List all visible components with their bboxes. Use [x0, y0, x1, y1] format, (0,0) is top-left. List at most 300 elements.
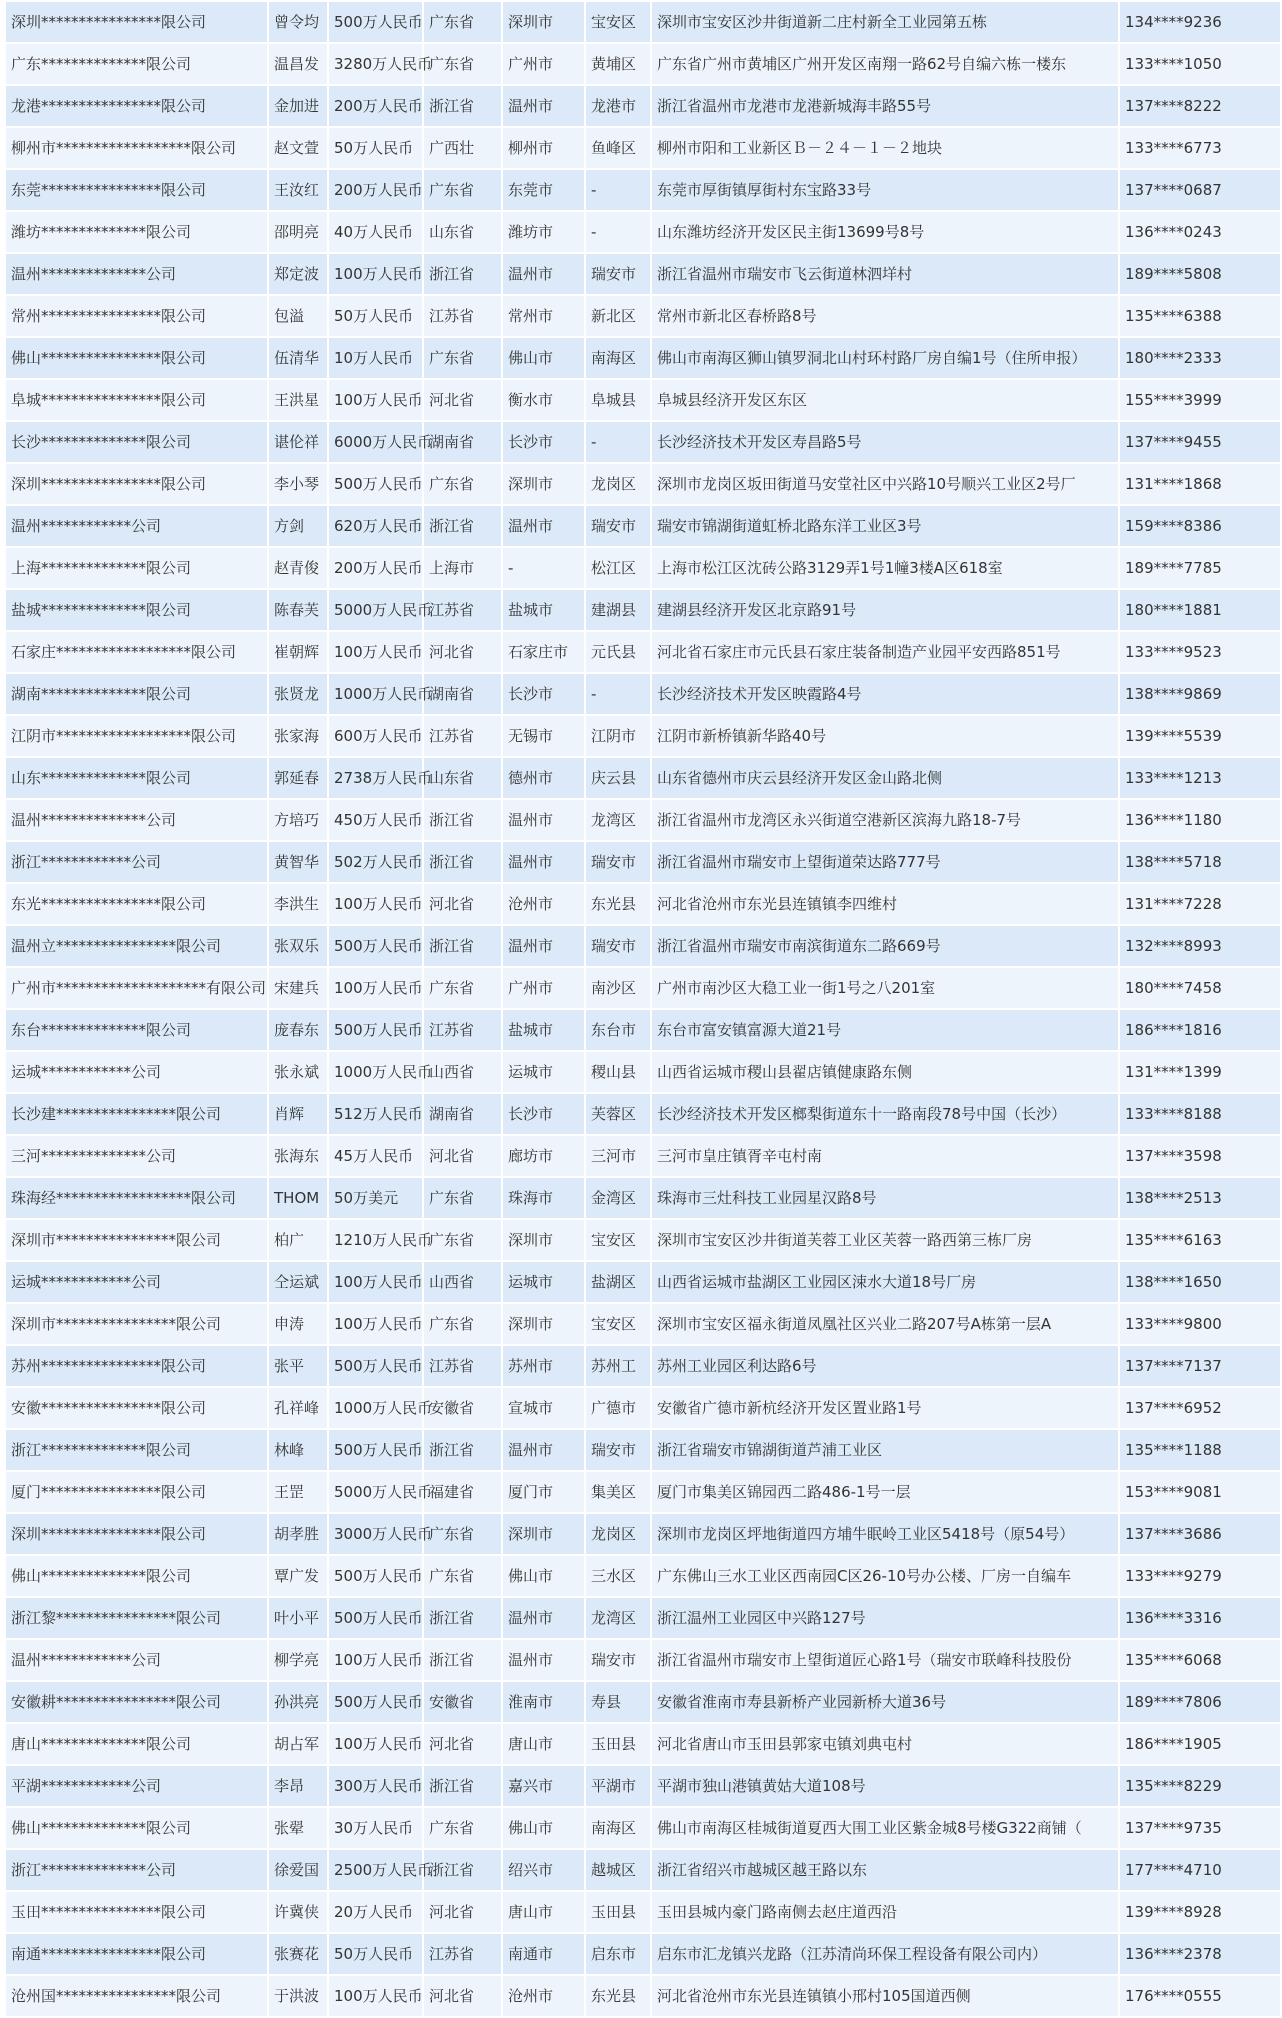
company-name-cell: 广东**************限公司 [5, 43, 268, 85]
phone-cell: 136****1180 [1119, 799, 1281, 841]
table-row [5, 1555, 1281, 1597]
table-row [5, 1387, 1281, 1429]
company-name-cell: 浙江黎****************限公司 [5, 1597, 268, 1639]
company-name-cell: 浙江**************公司 [5, 1849, 268, 1891]
city-cell: 佛山市 [502, 337, 585, 379]
phone-cell: 131****1399 [1119, 1051, 1281, 1093]
province-cell: 广东省 [423, 1, 502, 43]
company-name-cell: 长沙建****************限公司 [5, 1093, 268, 1135]
legal-representative-cell: 王罡 [268, 1471, 328, 1513]
province-cell: 广东省 [423, 967, 502, 1009]
district-cell: 瑞安市 [585, 1429, 651, 1471]
legal-representative-cell: 孔祥峰 [268, 1387, 328, 1429]
address-cell: 浙江省温州市瑞安市上望街道匠心路1号（瑞安市联峰科技股份 [651, 1639, 1119, 1681]
phone-cell: 189****5808 [1119, 253, 1281, 295]
company-name-cell: 玉田****************限公司 [5, 1891, 268, 1933]
phone-cell: 135****6163 [1119, 1219, 1281, 1261]
registered-capital-cell: 100万人民币 [328, 1303, 423, 1345]
district-cell: 三水区 [585, 1555, 651, 1597]
company-name-cell: 石家庄******************限公司 [5, 631, 268, 673]
table-row [5, 841, 1281, 883]
province-cell: 江苏省 [423, 589, 502, 631]
city-cell: 温州市 [502, 925, 585, 967]
company-name-cell: 柳州市******************限公司 [5, 127, 268, 169]
address-cell: 上海市松江区沈砖公路3129弄1号1幢3楼A区618室 [651, 547, 1119, 589]
city-cell: 长沙市 [502, 1093, 585, 1135]
table-row [5, 463, 1281, 505]
legal-representative-cell: 方培巧 [268, 799, 328, 841]
legal-representative-cell: 赵文萱 [268, 127, 328, 169]
legal-representative-cell: 张双乐 [268, 925, 328, 967]
address-cell: 常州市新北区春桥路8号 [651, 295, 1119, 337]
table-row [5, 715, 1281, 757]
table-row [5, 1765, 1281, 1807]
phone-cell: 137****0687 [1119, 169, 1281, 211]
district-cell: 阜城县 [585, 379, 651, 421]
province-cell: 江苏省 [423, 1345, 502, 1387]
phone-cell: 137****3598 [1119, 1135, 1281, 1177]
registered-capital-cell: 100万人民币 [328, 1639, 423, 1681]
registered-capital-cell: 30万人民币 [328, 1807, 423, 1849]
district-cell: 瑞安市 [585, 253, 651, 295]
province-cell: 广东省 [423, 169, 502, 211]
city-cell: 深圳市 [502, 1219, 585, 1261]
phone-cell: 131****1868 [1119, 463, 1281, 505]
province-cell: 安徽省 [423, 1681, 502, 1723]
table-row [5, 1345, 1281, 1387]
address-cell: 平湖市独山港镇黄姑大道108号 [651, 1765, 1119, 1807]
city-cell: 温州市 [502, 1597, 585, 1639]
address-cell: 浙江省温州市瑞安市上望街道荣达路777号 [651, 841, 1119, 883]
registered-capital-cell: 20万人民币 [328, 1891, 423, 1933]
phone-cell: 138****9869 [1119, 673, 1281, 715]
company-name-cell: 深圳****************限公司 [5, 463, 268, 505]
registered-capital-cell: 500万人民币 [328, 463, 423, 505]
table-row [5, 1429, 1281, 1471]
phone-cell: 180****7458 [1119, 967, 1281, 1009]
phone-cell: 135****6068 [1119, 1639, 1281, 1681]
address-cell: 深圳市龙岗区坪地街道四方埔牛眠岭工业区5418号（原54号） [651, 1513, 1119, 1555]
company-name-cell: 长沙**************限公司 [5, 421, 268, 463]
legal-representative-cell: 王汝红 [268, 169, 328, 211]
address-cell: 安徽省广德市新杭经济开发区置业路1号 [651, 1387, 1119, 1429]
registered-capital-cell: 3000万人民币 [328, 1513, 423, 1555]
address-cell: 佛山市南海区桂城街道夏西大围工业区紫金城8号楼G322商铺（ [651, 1807, 1119, 1849]
phone-cell: 136****2378 [1119, 1933, 1281, 1975]
legal-representative-cell: 包溢 [268, 295, 328, 337]
legal-representative-cell: 张海东 [268, 1135, 328, 1177]
city-cell: 广州市 [502, 43, 585, 85]
city-cell: 柳州市 [502, 127, 585, 169]
table-row [5, 1723, 1281, 1765]
province-cell: 浙江省 [423, 253, 502, 295]
company-name-cell: 运城************公司 [5, 1261, 268, 1303]
address-cell: 广州市南沙区大稳工业一街1号之八201室 [651, 967, 1119, 1009]
province-cell: 广东省 [423, 1807, 502, 1849]
table-row [5, 967, 1281, 1009]
district-cell: 宝安区 [585, 1219, 651, 1261]
address-cell: 苏州工业园区利达路6号 [651, 1345, 1119, 1387]
address-cell: 阜城县经济开发区东区 [651, 379, 1119, 421]
city-cell: 宣城市 [502, 1387, 585, 1429]
district-cell: 宝安区 [585, 1, 651, 43]
legal-representative-cell: 伍清华 [268, 337, 328, 379]
company-name-cell: 佛山**************限公司 [5, 1555, 268, 1597]
table-row [5, 1975, 1281, 2017]
district-cell: 江阴市 [585, 715, 651, 757]
province-cell: 浙江省 [423, 799, 502, 841]
address-cell: 三河市皇庄镇胥辛屯村南 [651, 1135, 1119, 1177]
district-cell: 苏州工 [585, 1345, 651, 1387]
legal-representative-cell: 邵明亮 [268, 211, 328, 253]
company-name-cell: 阜城****************限公司 [5, 379, 268, 421]
company-name-cell: 温州************公司 [5, 1639, 268, 1681]
phone-cell: 177****4710 [1119, 1849, 1281, 1891]
province-cell: 广东省 [423, 1303, 502, 1345]
district-cell: 集美区 [585, 1471, 651, 1513]
phone-cell: 137****9735 [1119, 1807, 1281, 1849]
company-name-cell: 温州**************公司 [5, 253, 268, 295]
province-cell: 河北省 [423, 379, 502, 421]
address-cell: 深圳市宝安区福永街道凤凰社区兴业二路207号A栋第一层A [651, 1303, 1119, 1345]
city-cell: 温州市 [502, 253, 585, 295]
registered-capital-cell: 2738万人民币 [328, 757, 423, 799]
registered-capital-cell: 500万人民币 [328, 1, 423, 43]
address-cell: 浙江省温州市瑞安市南滨街道东二路669号 [651, 925, 1119, 967]
registered-capital-cell: 100万人民币 [328, 253, 423, 295]
registered-capital-cell: 40万人民币 [328, 211, 423, 253]
registered-capital-cell: 500万人民币 [328, 925, 423, 967]
company-table [4, 0, 1282, 2018]
registered-capital-cell: 600万人民币 [328, 715, 423, 757]
legal-representative-cell: 李小琴 [268, 463, 328, 505]
registered-capital-cell: 200万人民币 [328, 85, 423, 127]
company-name-cell: 温州立****************限公司 [5, 925, 268, 967]
district-cell: 瑞安市 [585, 841, 651, 883]
phone-cell: 133****9523 [1119, 631, 1281, 673]
address-cell: 山东潍坊经济开发区民主街13699号8号 [651, 211, 1119, 253]
company-name-cell: 苏州****************限公司 [5, 1345, 268, 1387]
province-cell: 江苏省 [423, 1009, 502, 1051]
district-cell: 稷山县 [585, 1051, 651, 1093]
legal-representative-cell: 方剑 [268, 505, 328, 547]
province-cell: 河北省 [423, 1975, 502, 2017]
district-cell: 龙湾区 [585, 1597, 651, 1639]
company-name-cell: 温州**************公司 [5, 799, 268, 841]
city-cell: 佛山市 [502, 1807, 585, 1849]
company-name-cell: 东莞****************限公司 [5, 169, 268, 211]
district-cell: - [585, 421, 651, 463]
company-name-cell: 深圳****************限公司 [5, 1513, 268, 1555]
legal-representative-cell: THOM [268, 1177, 328, 1219]
address-cell: 珠海市三灶科技工业园星汉路8号 [651, 1177, 1119, 1219]
province-cell: 江苏省 [423, 1933, 502, 1975]
district-cell: 鱼峰区 [585, 127, 651, 169]
province-cell: 浙江省 [423, 1639, 502, 1681]
registered-capital-cell: 50万人民币 [328, 295, 423, 337]
city-cell: 温州市 [502, 1639, 585, 1681]
legal-representative-cell: 郑定波 [268, 253, 328, 295]
table-row [5, 1261, 1281, 1303]
city-cell: 运城市 [502, 1051, 585, 1093]
registered-capital-cell: 500万人民币 [328, 1009, 423, 1051]
city-cell: 珠海市 [502, 1177, 585, 1219]
registered-capital-cell: 5000万人民币 [328, 589, 423, 631]
registered-capital-cell: 1210万人民币 [328, 1219, 423, 1261]
company-name-cell: 盐城**************限公司 [5, 589, 268, 631]
table-row [5, 337, 1281, 379]
district-cell: 瑞安市 [585, 925, 651, 967]
province-cell: 浙江省 [423, 505, 502, 547]
address-cell: 河北省沧州市东光县连镇镇李四维村 [651, 883, 1119, 925]
province-cell: 广东省 [423, 337, 502, 379]
legal-representative-cell: 徐爱国 [268, 1849, 328, 1891]
district-cell: - [585, 211, 651, 253]
phone-cell: 186****1816 [1119, 1009, 1281, 1051]
table-row [5, 421, 1281, 463]
district-cell: 越城区 [585, 1849, 651, 1891]
registered-capital-cell: 50万美元 [328, 1177, 423, 1219]
province-cell: 安徽省 [423, 1387, 502, 1429]
city-cell: 广州市 [502, 967, 585, 1009]
address-cell: 广东佛山三水工业区西南园C区26-10号办公楼、厂房一自编车 [651, 1555, 1119, 1597]
province-cell: 山西省 [423, 1051, 502, 1093]
phone-cell: 133****8188 [1119, 1093, 1281, 1135]
phone-cell: 131****7228 [1119, 883, 1281, 925]
phone-cell: 186****1905 [1119, 1723, 1281, 1765]
phone-cell: 189****7785 [1119, 547, 1281, 589]
table-row [5, 1513, 1281, 1555]
legal-representative-cell: 肖辉 [268, 1093, 328, 1135]
table-row [5, 1303, 1281, 1345]
address-cell: 柳州市阳和工业新区Ｂ－２４－１－２地块 [651, 127, 1119, 169]
phone-cell: 180****2333 [1119, 337, 1281, 379]
district-cell: 瑞安市 [585, 1639, 651, 1681]
table-row [5, 673, 1281, 715]
city-cell: 长沙市 [502, 421, 585, 463]
phone-cell: 133****9279 [1119, 1555, 1281, 1597]
province-cell: 江苏省 [423, 295, 502, 337]
province-cell: 江苏省 [423, 715, 502, 757]
city-cell: 嘉兴市 [502, 1765, 585, 1807]
table-body [5, 1, 1281, 2017]
company-name-cell: 山东**************限公司 [5, 757, 268, 799]
phone-cell: 137****6952 [1119, 1387, 1281, 1429]
company-name-cell: 潍坊**************限公司 [5, 211, 268, 253]
district-cell: 南海区 [585, 337, 651, 379]
address-cell: 浙江温州工业园区中兴路127号 [651, 1597, 1119, 1639]
province-cell: 浙江省 [423, 1597, 502, 1639]
table-row [5, 1093, 1281, 1135]
company-name-cell: 珠海经******************限公司 [5, 1177, 268, 1219]
address-cell: 浙江省温州市龙湾区永兴街道空港新区滨海九路18-7号 [651, 799, 1119, 841]
city-cell: 衡水市 [502, 379, 585, 421]
legal-representative-cell: 张赛花 [268, 1933, 328, 1975]
address-cell: 东莞市厚街镇厚街村东宝路33号 [651, 169, 1119, 211]
table-row [5, 85, 1281, 127]
company-name-cell: 湖南**************限公司 [5, 673, 268, 715]
province-cell: 河北省 [423, 1135, 502, 1177]
registered-capital-cell: 5000万人民币 [328, 1471, 423, 1513]
company-name-cell: 厦门****************限公司 [5, 1471, 268, 1513]
province-cell: 河北省 [423, 631, 502, 673]
phone-cell: 135****1188 [1119, 1429, 1281, 1471]
company-name-cell: 佛山**************限公司 [5, 1807, 268, 1849]
address-cell: 长沙经济技术开发区寿昌路5号 [651, 421, 1119, 463]
address-cell: 深圳市宝安区沙井街道新二庄村新全工业园第五栋 [651, 1, 1119, 43]
legal-representative-cell: 柳学亮 [268, 1639, 328, 1681]
table-row [5, 757, 1281, 799]
company-name-cell: 深圳市****************限公司 [5, 1219, 268, 1261]
registered-capital-cell: 620万人民币 [328, 505, 423, 547]
district-cell: 东台市 [585, 1009, 651, 1051]
registered-capital-cell: 100万人民币 [328, 1975, 423, 2017]
province-cell: 河北省 [423, 1891, 502, 1933]
legal-representative-cell: 申涛 [268, 1303, 328, 1345]
phone-cell: 138****1650 [1119, 1261, 1281, 1303]
registered-capital-cell: 200万人民币 [328, 547, 423, 589]
province-cell: 广东省 [423, 1177, 502, 1219]
district-cell: 启东市 [585, 1933, 651, 1975]
company-name-cell: 沧州国****************限公司 [5, 1975, 268, 2017]
registered-capital-cell: 500万人民币 [328, 1555, 423, 1597]
address-cell: 安徽省淮南市寿县新桥产业园新桥大道36号 [651, 1681, 1119, 1723]
legal-representative-cell: 于洪波 [268, 1975, 328, 2017]
legal-representative-cell: 李昂 [268, 1765, 328, 1807]
phone-cell: 180****1881 [1119, 589, 1281, 631]
address-cell: 长沙经济技术开发区映霞路4号 [651, 673, 1119, 715]
table-row [5, 1219, 1281, 1261]
company-name-cell: 温州************公司 [5, 505, 268, 547]
city-cell: 温州市 [502, 841, 585, 883]
address-cell: 厦门市集美区锦园西二路486-1号一层 [651, 1471, 1119, 1513]
registered-capital-cell: 2500万人民币 [328, 1849, 423, 1891]
table-row [5, 379, 1281, 421]
company-name-cell: 安徽耕****************限公司 [5, 1681, 268, 1723]
province-cell: 广东省 [423, 463, 502, 505]
legal-representative-cell: 张平 [268, 1345, 328, 1387]
registered-capital-cell: 300万人民币 [328, 1765, 423, 1807]
table-row [5, 1849, 1281, 1891]
city-cell: 石家庄市 [502, 631, 585, 673]
registered-capital-cell: 45万人民币 [328, 1135, 423, 1177]
company-name-cell: 佛山****************限公司 [5, 337, 268, 379]
phone-cell: 159****8386 [1119, 505, 1281, 547]
city-cell: 唐山市 [502, 1723, 585, 1765]
province-cell: 广西壮 [423, 127, 502, 169]
phone-cell: 176****0555 [1119, 1975, 1281, 2017]
legal-representative-cell: 谌伦祥 [268, 421, 328, 463]
registered-capital-cell: 1000万人民币 [328, 1387, 423, 1429]
city-cell: 温州市 [502, 1429, 585, 1471]
city-cell: 东莞市 [502, 169, 585, 211]
table-row [5, 1135, 1281, 1177]
table-row [5, 589, 1281, 631]
registered-capital-cell: 50万人民币 [328, 1933, 423, 1975]
phone-cell: 138****2513 [1119, 1177, 1281, 1219]
registered-capital-cell: 500万人民币 [328, 1345, 423, 1387]
legal-representative-cell: 王洪星 [268, 379, 328, 421]
city-cell: 德州市 [502, 757, 585, 799]
province-cell: 浙江省 [423, 1429, 502, 1471]
registered-capital-cell: 1000万人民币 [328, 673, 423, 715]
province-cell: 福建省 [423, 1471, 502, 1513]
district-cell: 寿县 [585, 1681, 651, 1723]
phone-cell: 139****5539 [1119, 715, 1281, 757]
city-cell: 沧州市 [502, 883, 585, 925]
city-cell: - [502, 547, 585, 589]
phone-cell: 137****7137 [1119, 1345, 1281, 1387]
phone-cell: 137****8222 [1119, 85, 1281, 127]
province-cell: 上海市 [423, 547, 502, 589]
table-row [5, 1177, 1281, 1219]
company-name-cell: 深圳市****************限公司 [5, 1303, 268, 1345]
province-cell: 山西省 [423, 1261, 502, 1303]
district-cell: 广德市 [585, 1387, 651, 1429]
address-cell: 深圳市宝安区沙井街道芙蓉工业区芙蓉一路西第三栋厂房 [651, 1219, 1119, 1261]
registered-capital-cell: 100万人民币 [328, 883, 423, 925]
registered-capital-cell: 100万人民币 [328, 1261, 423, 1303]
company-name-cell: 安徽****************限公司 [5, 1387, 268, 1429]
registered-capital-cell: 3280万人民币 [328, 43, 423, 85]
table-row [5, 1681, 1281, 1723]
district-cell: 松江区 [585, 547, 651, 589]
legal-representative-cell: 柏广 [268, 1219, 328, 1261]
province-cell: 浙江省 [423, 1849, 502, 1891]
table-row [5, 169, 1281, 211]
registered-capital-cell: 6000万人民币 [328, 421, 423, 463]
province-cell: 浙江省 [423, 1765, 502, 1807]
legal-representative-cell: 曾令均 [268, 1, 328, 43]
province-cell: 河北省 [423, 1723, 502, 1765]
registered-capital-cell: 500万人民币 [328, 1597, 423, 1639]
phone-cell: 138****5718 [1119, 841, 1281, 883]
legal-representative-cell: 赵青俊 [268, 547, 328, 589]
city-cell: 温州市 [502, 505, 585, 547]
city-cell: 南通市 [502, 1933, 585, 1975]
legal-representative-cell: 宋建兵 [268, 967, 328, 1009]
district-cell: 龙岗区 [585, 1513, 651, 1555]
phone-cell: 139****8928 [1119, 1891, 1281, 1933]
district-cell: 龙岗区 [585, 463, 651, 505]
phone-cell: 133****1213 [1119, 757, 1281, 799]
district-cell: 盐湖区 [585, 1261, 651, 1303]
company-name-cell: 广州市********************有限公司 [5, 967, 268, 1009]
address-cell: 浙江省绍兴市越城区越王路以东 [651, 1849, 1119, 1891]
registered-capital-cell: 500万人民币 [328, 1429, 423, 1471]
legal-representative-cell: 仝运斌 [268, 1261, 328, 1303]
legal-representative-cell: 金加进 [268, 85, 328, 127]
table-row [5, 883, 1281, 925]
province-cell: 山东省 [423, 757, 502, 799]
address-cell: 河北省沧州市东光县连镇镇小邢村105国道西侧 [651, 1975, 1119, 2017]
registered-capital-cell: 50万人民币 [328, 127, 423, 169]
city-cell: 深圳市 [502, 463, 585, 505]
company-name-cell: 运城************公司 [5, 1051, 268, 1093]
district-cell: 龙港市 [585, 85, 651, 127]
address-cell: 山西省运城市稷山县翟店镇健康路东侧 [651, 1051, 1119, 1093]
registered-capital-cell: 100万人民币 [328, 631, 423, 673]
table-row [5, 295, 1281, 337]
district-cell: 瑞安市 [585, 505, 651, 547]
address-cell: 浙江省温州市龙港市龙港新城海丰路55号 [651, 85, 1119, 127]
table-row [5, 253, 1281, 295]
table-row [5, 43, 1281, 85]
address-cell: 江阴市新桥镇新华路40号 [651, 715, 1119, 757]
city-cell: 运城市 [502, 1261, 585, 1303]
registered-capital-cell: 500万人民币 [328, 1681, 423, 1723]
city-cell: 唐山市 [502, 1891, 585, 1933]
